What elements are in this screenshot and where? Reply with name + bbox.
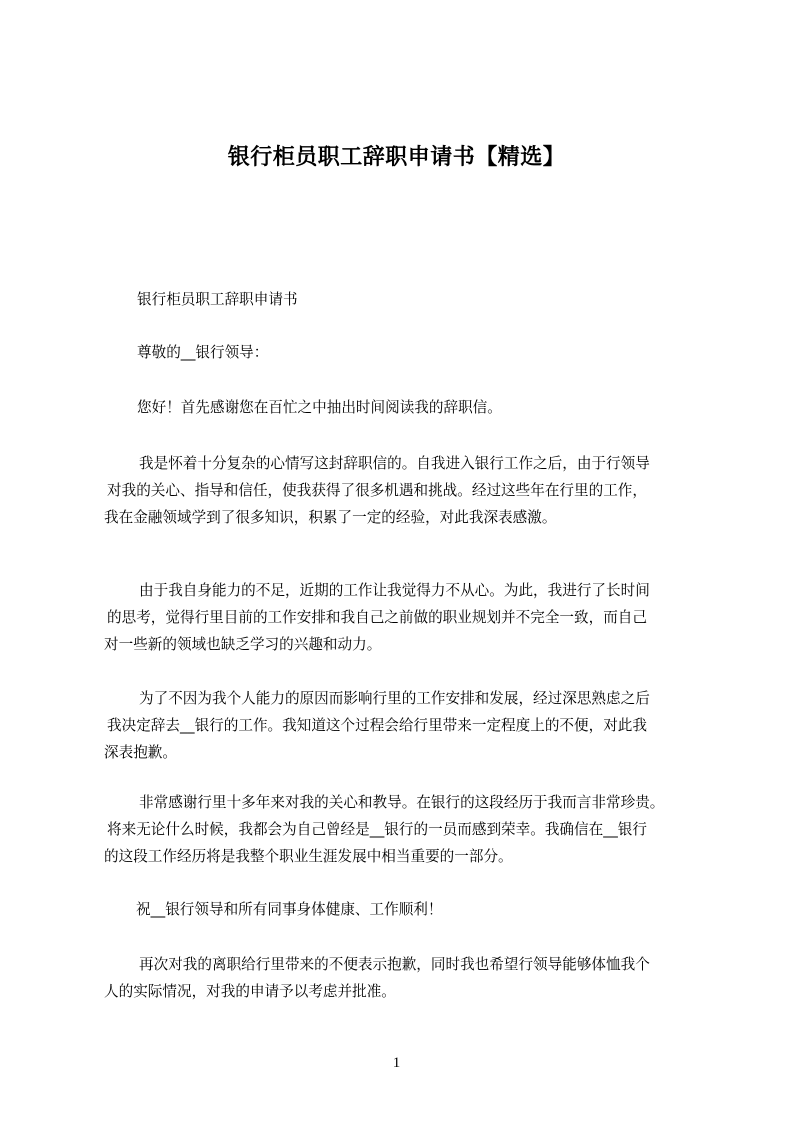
text-line: 由于我自身能力的不足，近期的工作让我觉得力不从心。为此，我进行了长时间 — [139, 582, 650, 599]
text-line: 人的实际情况，对我的申请予以考虑并批准。 — [104, 983, 396, 1000]
text-line: 为了不因为我个人能力的原因而影响行里的工作安排和发展，经过深思熟虑之后 — [139, 690, 650, 707]
text-line: 尊敬的__银行领导： — [137, 344, 269, 361]
text-line: 我决定辞去__银行的工作。我知道这个过程会给行里带来一定程度上的不便，对此我 — [107, 717, 647, 734]
text-line: 非常感谢行里十多年来对我的关心和教导。在银行的这段经历于我而言非常珍贵。 — [139, 794, 665, 811]
text-line: 您好！首先感谢您在百忙之中抽出时间阅读我的辞职信。 — [137, 399, 502, 416]
text-line: 对我的关心、指导和信任，使我获得了很多机遇和挑战。经过这些年在行里的工作， — [107, 482, 647, 499]
text-line: 深表抱歉。 — [104, 744, 177, 761]
document-title: 银行柜员职工辞职申请书【精选】 — [227, 145, 566, 170]
text-line: 我是怀着十分复杂的心情写这封辞职信的。自我进入银行工作之后，由于行领导 — [139, 455, 650, 472]
text-line: 的思考，觉得行里目前的工作安排和我自己之前做的职业规划并不完全一致，而自己 — [107, 609, 647, 626]
text-line: 我在金融领域学到了很多知识，积累了一定的经验，对此我深表感激。 — [104, 509, 557, 526]
text-line: 银行柜员职工辞职申请书 — [137, 291, 298, 308]
page-number: 1 — [392, 1055, 401, 1071]
text-line: 对一些新的领域也缺乏学习的兴趣和动力。 — [104, 636, 382, 653]
text-line: 再次对我的离职给行里带来的不便表示抱歉，同时我也希望行领导能够体恤我个 — [139, 956, 650, 973]
text-line: 将来无论什么时候，我都会为自己曾经是__银行的一员而感到荣幸。我确信在__银行 — [107, 821, 647, 838]
text-line: 祝__银行领导和所有同事身体健康、工作顺利！ — [136, 901, 443, 918]
text-line: 的这段工作经历将是我整个职业生涯发展中相当重要的一部分。 — [104, 848, 513, 865]
